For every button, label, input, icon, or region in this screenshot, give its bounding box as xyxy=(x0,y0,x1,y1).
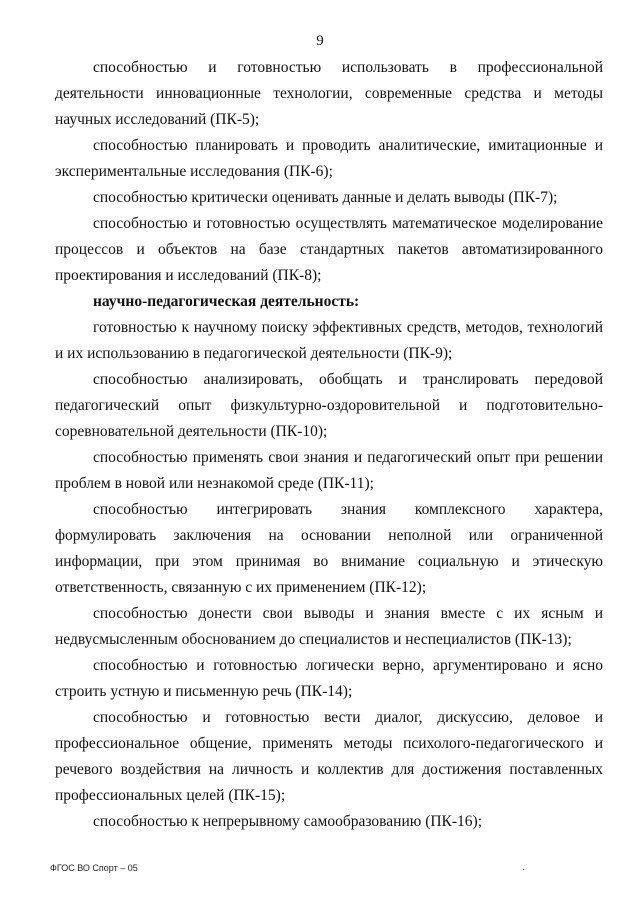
page-body xyxy=(55,55,603,835)
competency-pk12: способностью интегрировать знания комплексного характера, формулировать заключения на основании неполной или ограниченной информации, при этом принимая во внимание социальную и этическую ответственность, связанную с их применением (ПК-12); xyxy=(55,501,603,596)
competency-pk13: способностью донести свои выводы и знания вместе с их ясным и недвусмысленным обоснованием до специалистов и неспециалистов (ПК-13); xyxy=(55,605,603,648)
competency-pk5: способностью и готовностью использовать в профессиональной деятельности инновационные технологии, современные средства и методы научных исследований (ПК-5); xyxy=(55,59,603,128)
page-number: 9 xyxy=(316,33,324,49)
document-footer: ФГОС ВО Спорт – 05 xyxy=(50,863,138,873)
competency-pk14: способностью и готовностью логически верно, аргументировано и ясно строить устную и письменную речь (ПК-14); xyxy=(55,657,603,700)
scan-speck: · xyxy=(522,865,526,876)
competency-pk16: способностью к непрерывному самообразованию (ПК-16); xyxy=(93,813,483,830)
section-heading: научно-педагогическая деятельность: xyxy=(93,293,360,310)
competency-pk7: способностью критически оценивать данные и делать выводы (ПК-7); xyxy=(93,189,558,206)
competency-pk10: способностью анализировать, обобщать и транслировать передовой педагогический опыт физкультурно-оздоровительной и подготовительно-соревновательной деятельности (ПК-10); xyxy=(55,371,603,440)
competency-pk8: способностью и готовностью осуществлять математическое моделирование процессов и объектов на базе стандартных пакетов автоматизированного проектирования и исследований (ПК-8); xyxy=(55,215,603,284)
competency-pk11: способностью применять свои знания и педагогический опыт при решении проблем в новой или незнакомой среде (ПК-11); xyxy=(55,449,603,492)
competency-pk6: способностью планировать и проводить аналитические, имитационные и экспериментальные исследования (ПК-6); xyxy=(55,137,603,180)
competency-pk9: готовностью к научному поиску эффективных средств, методов, технологий и их использованию в педагогической деятельности (ПК-9); xyxy=(55,319,603,362)
competency-pk15: способностью и готовностью вести диалог, дискуссию, деловое и профессиональное общение, применять методы психолого-педагогического и речевого воздействия на личность и коллектив для достижения поставленных профессиональных целей (ПК-15); xyxy=(55,709,603,804)
